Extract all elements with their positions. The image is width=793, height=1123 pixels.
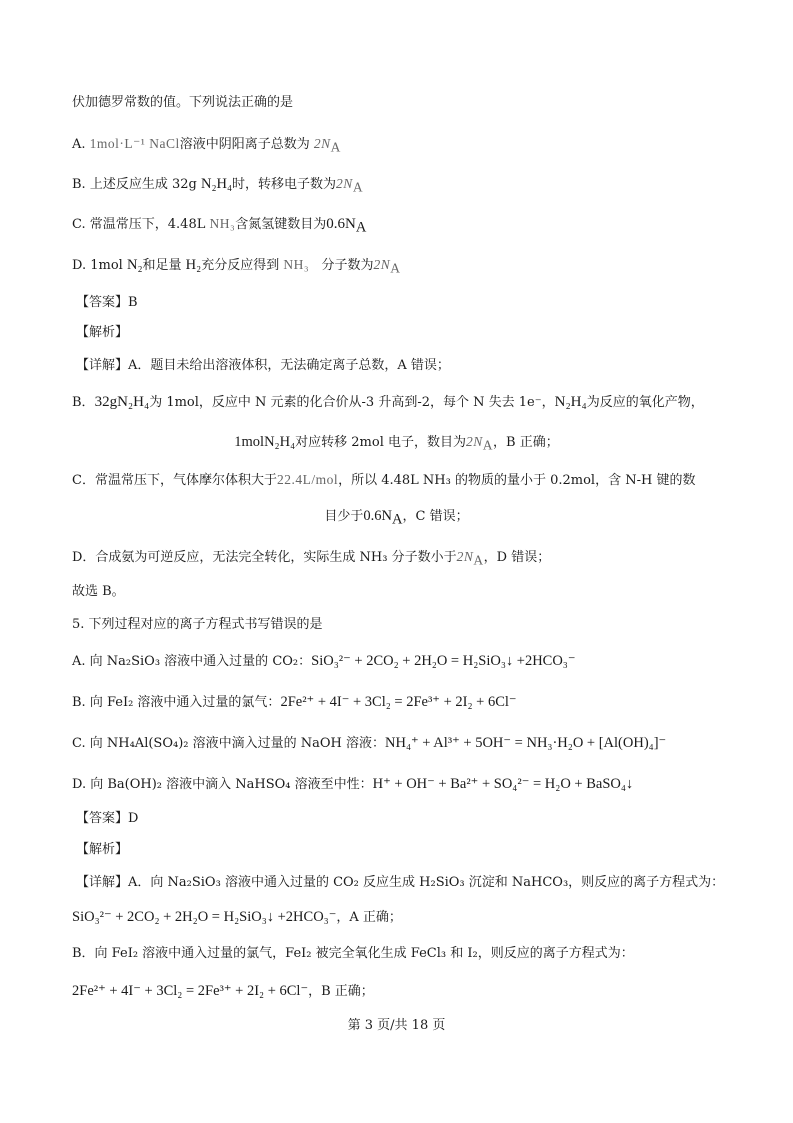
q4-option-c: C. 常温常压下，4.48L NH₃含氮氢键数目为$0.6N_A$ [72,216,367,236]
q4-detail-a: 【详解】A．题目未给出溶液体积，无法确定离子总数，A 错误； [76,358,450,373]
q5-option-b: B. 向 FeI₂ 溶液中通入过量的氯气：2Fe²⁺ + 4I⁻ + 3Cl₂ = 2Fe³⁺ + 2I₂ + 6Cl⁻ [72,694,517,710]
q5-detail-a2: SiO₃²⁻ + 2CO₂ + 2H₂O = H₂SiO₃↓ +2HCO₃⁻，A 正确； [72,909,402,925]
q4-detail-d: D．合成氨为可逆反应，无法完全转化，实际生成 NH₃ 分子数小于$2N_A$，D 错误； [72,549,551,568]
q4-detail-b2: 1molN₂H₄对应转移 2mol 电子，数目为$2N_A$，B 正确； [234,434,559,453]
q4-answer: 【答案】B [76,295,138,310]
q5-answer: 【答案】D [76,811,139,826]
q5-detail-a1: 【详解】A．向 Na₂SiO₃ 溶液中通入过量的 CO₂ 反应生成 H₂SiO₃ 沉淀和 NaHCO₃，则反应的离子方程式为： [76,875,725,890]
q4-detail-b1: B．32gN₂H₄为 1mol，反应中 N 元素的化合价从-3 升高到-2，每个 N 失去 1e⁻，N₂H₄为反应的氧化产物， [72,394,704,410]
q5-option-d: D. 向 Ba(OH)₂ 溶液中滴入 NaHSO₄ 溶液至中性：H⁺ + OH⁻ + Ba²⁺ + SO₄²⁻ = H₂O + BaSO₄↓ [72,776,634,792]
q4-detail-c1: C．常温常压下，气体摩尔体积大于22.4L/mol，所以 4.48L NH₃ 的物质的量小于 0.2mol，含 N-H 键的数 [72,472,696,488]
q4-option-a: A. 1mol·L⁻¹ NaCl溶液中阴阳离子总数为 $2N_A$ [72,136,341,155]
q5-stem: 5. 下列过程对应的离子方程式书写错误的是 [72,617,323,632]
q5-detail-b2: 2Fe²⁺ + 4I⁻ + 3Cl₂ = 2Fe³⁺ + 2I₂ + 6Cl⁻，B 正确； [72,983,374,999]
q5-analysis-label: 【解析】 [76,842,129,857]
q4-stem: 伏加德罗常数的值。下列说法正确的是 [72,95,294,110]
q5-detail-b1: B．向 FeI₂ 溶液中通入过量的氯气，FeI₂ 被完全氧化生成 FeCl₃ 和 I₂，则反应的离子方程式为： [72,946,634,961]
q4-analysis-label: 【解析】 [76,325,129,340]
q4-option-b: B. 上述反应生成 32g N₂H₄时，转移电子数为$2N_A$ [72,176,364,195]
q4-detail-c2: 目少于$0.6N_A$，C 错误； [324,508,469,528]
q4-option-d: D. 1mol N₂和足量 H₂充分反应得到 NH₃ 分子数为$2N_A$ [72,257,401,276]
q5-option-c: C. 向 NH₄Al(SO₄)₂ 溶液中滴入过量的 NaOH 溶液：NH₄⁺ + Al³⁺ + 5OH⁻ = NH₃·H₂O + [Al(OH)₄]⁻ [72,735,667,751]
page-footer: 第 3 页/共 18 页 [347,1018,446,1033]
q5-option-a: A. 向 Na₂SiO₃ 溶液中通入过量的 CO₂：SiO₃²⁻ + 2CO₂ + 2H₂O = H₂SiO₃↓ +2HCO₃⁻ [72,653,576,669]
q4-conclusion: 故选 B。 [72,584,125,599]
